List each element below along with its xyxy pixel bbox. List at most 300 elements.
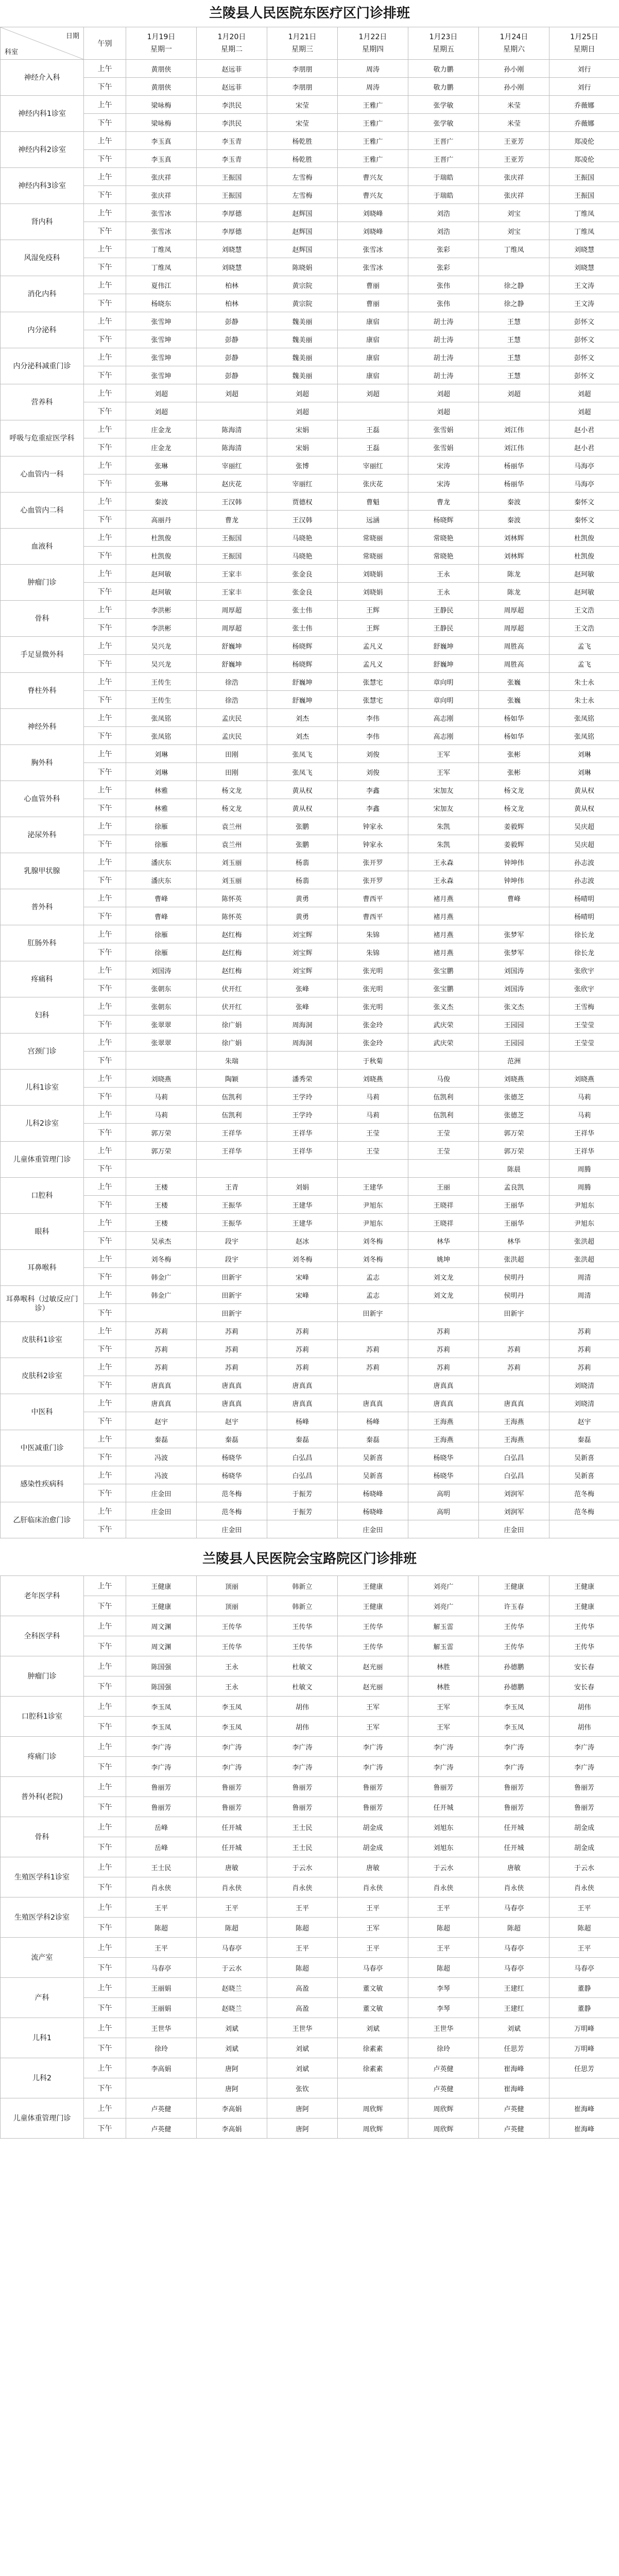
period-cell: 下午 (84, 1958, 126, 1978)
doctor-cell: 张巍 (479, 691, 549, 709)
doctor-cell: 赵珂敏 (549, 583, 619, 601)
period-cell: 上午 (84, 2058, 126, 2078)
doctor-cell: 张凤铭 (126, 709, 197, 727)
doctor-cell: 宰丽红 (267, 474, 338, 493)
doctor-cell: 唐真真 (267, 1376, 338, 1394)
doctor-cell (197, 402, 267, 420)
period-cell: 下午 (84, 1088, 126, 1106)
doctor-cell: 陈海清 (197, 438, 267, 456)
table-row (1, 186, 619, 204)
dept-name: 儿童体重管理门诊 (1, 2098, 84, 2139)
doctor-cell: 孙小刚 (479, 78, 549, 96)
doctor-cell: 张伟 (408, 276, 479, 294)
doctor-cell: 王传华 (338, 1616, 408, 1636)
table-row (1, 1697, 619, 1717)
doctor-cell: 张庆花 (338, 474, 408, 493)
doctor-cell: 常晓艳 (408, 529, 479, 547)
table-row (1, 1998, 619, 2018)
date-header (197, 27, 267, 60)
period-cell: 上午 (84, 204, 126, 222)
doctor-cell: 孟良凯 (479, 1178, 549, 1196)
period-cell: 上午 (84, 1178, 126, 1196)
table-row (1, 1757, 619, 1777)
doctor-cell: 黄从权 (267, 781, 338, 799)
doctor-cell: 吴新喜 (549, 1448, 619, 1466)
period-cell: 下午 (84, 619, 126, 637)
doctor-cell: 马俊 (408, 1070, 479, 1088)
doctor-cell: 孟庆民 (197, 727, 267, 745)
dept-name: 乳腺甲状腺 (1, 853, 84, 889)
doctor-cell: 张凤飞 (267, 745, 338, 763)
doctor-cell: 王传生 (126, 673, 197, 691)
doctor-cell: 张欣宇 (549, 979, 619, 997)
period-cell: 下午 (84, 294, 126, 312)
doctor-cell: 李洪彬 (126, 619, 197, 637)
doctor-cell: 张彬 (479, 763, 549, 781)
doctor-cell: 王静民 (408, 601, 479, 619)
doctor-cell: 王建华 (267, 1214, 338, 1232)
doctor-cell: 唐敏 (479, 1857, 549, 1877)
doctor-cell: 米莹 (479, 114, 549, 132)
doctor-cell: 刘行 (549, 78, 619, 96)
doctor-cell: 伍凯利 (197, 1088, 267, 1106)
doctor-cell: 刘超 (126, 384, 197, 402)
dept-name: 内分泌科减重门诊 (1, 348, 84, 384)
doctor-cell: 郑凌伦 (549, 132, 619, 150)
doctor-cell: 杨乾胜 (267, 132, 338, 150)
doctor-cell: 赵辉国 (267, 240, 338, 258)
doctor-cell: 王传华 (267, 1616, 338, 1636)
doctor-cell: 王传华 (197, 1616, 267, 1636)
doctor-cell: 舒巍坤 (408, 637, 479, 655)
period-cell: 下午 (84, 438, 126, 456)
doctor-cell: 王祥华 (267, 1142, 338, 1160)
doctor-cell: 王园园 (479, 1033, 549, 1052)
doctor-cell: 王雪梅 (549, 997, 619, 1015)
doctor-cell: 尹旭东 (549, 1214, 619, 1232)
doctor-cell: 王磊 (338, 420, 408, 438)
table-row (1, 997, 619, 1015)
doctor-cell (267, 1520, 338, 1538)
doctor-cell: 张庆祥 (126, 186, 197, 204)
doctor-cell: 黄从权 (549, 781, 619, 799)
doctor-cell: 杨晴明 (549, 889, 619, 907)
doctor-cell: 刘宝辉 (267, 961, 338, 979)
doctor-cell: 李广涛 (479, 1757, 549, 1777)
period-cell: 上午 (84, 1777, 126, 1797)
dept-name: 内分泌科 (1, 312, 84, 348)
doctor-cell: 董静 (549, 1978, 619, 1998)
table-row (1, 330, 619, 348)
doctor-cell: 卢英健 (479, 2098, 549, 2119)
doctor-cell: 张欣宇 (549, 961, 619, 979)
period-cell: 下午 (84, 2038, 126, 2058)
doctor-cell: 唐真真 (126, 1376, 197, 1394)
doctor-cell: 赵辉国 (267, 222, 338, 240)
doctor-cell: 李琴 (408, 1978, 479, 1998)
dept-name: 消化内科 (1, 276, 84, 312)
period-cell: 下午 (84, 1520, 126, 1538)
dept-name: 耳鼻喉科 (1, 1250, 84, 1286)
doctor-cell: 赵小君 (549, 438, 619, 456)
doctor-cell: 周文渊 (126, 1636, 197, 1656)
dept-name: 神经内科3诊室 (1, 168, 84, 204)
table-row (1, 96, 619, 114)
doctor-cell: 张光明 (338, 997, 408, 1015)
doctor-cell: 杜凯俊 (549, 547, 619, 565)
table-row (1, 1520, 619, 1538)
doctor-cell: 吴兴龙 (126, 637, 197, 655)
doctor-cell: 刘超 (408, 384, 479, 402)
doctor-cell: 赵晓兰 (197, 1978, 267, 1998)
doctor-cell: 林华 (479, 1232, 549, 1250)
doctor-cell: 刘润军 (479, 1502, 549, 1520)
doctor-cell: 林华 (408, 1232, 479, 1250)
doctor-cell: 刘超 (479, 384, 549, 402)
doctor-cell: 顶丽 (197, 1576, 267, 1596)
period-cell: 上午 (84, 348, 126, 366)
doctor-cell: 徐雁 (126, 925, 197, 943)
doctor-cell: 王世华 (408, 2018, 479, 2038)
period-cell: 上午 (84, 312, 126, 330)
doctor-cell: 宋峰 (267, 1268, 338, 1286)
period-cell: 下午 (84, 1757, 126, 1777)
doctor-cell: 高盈 (267, 1998, 338, 2018)
period-cell: 下午 (84, 222, 126, 240)
doctor-cell: 王辉 (338, 601, 408, 619)
dept-name: 骨科 (1, 601, 84, 637)
doctor-cell: 高志刚 (408, 727, 479, 745)
doctor-cell: 唐敏 (338, 1857, 408, 1877)
doctor-cell: 苏莉 (267, 1340, 338, 1358)
doctor-cell: 王莹 (338, 1142, 408, 1160)
doctor-cell: 杨晓峰 (338, 1502, 408, 1520)
doctor-cell: 刘超 (197, 384, 267, 402)
dept-name: 呼吸与危重症医学科 (1, 420, 84, 456)
doctor-cell: 杨晴明 (549, 907, 619, 925)
doctor-cell: 高志刚 (408, 709, 479, 727)
doctor-cell: 黄宗院 (267, 276, 338, 294)
doctor-cell: 白弘昌 (479, 1448, 549, 1466)
table-row (1, 1394, 619, 1412)
table-row (1, 511, 619, 529)
table-row (1, 474, 619, 493)
doctor-cell: 李高娟 (197, 2098, 267, 2119)
weekday-text: 星期三 (291, 45, 313, 54)
period-cell: 上午 (84, 1286, 126, 1304)
doctor-cell: 黄勇 (267, 907, 338, 925)
doctor-cell: 王传华 (479, 1616, 549, 1636)
doctor-cell: 刘娟 (267, 1178, 338, 1196)
doctor-cell: 王楼 (126, 1196, 197, 1214)
table-row (1, 1196, 619, 1214)
table-row (1, 1052, 619, 1070)
doctor-cell: 苏莉 (338, 1358, 408, 1376)
doctor-cell: 吴新喜 (338, 1466, 408, 1484)
doctor-cell: 杨翡 (267, 871, 338, 889)
doctor-cell: 武庆荣 (408, 1033, 479, 1052)
doctor-cell: 苏莉 (126, 1340, 197, 1358)
doctor-cell: 庄金田 (479, 1520, 549, 1538)
doctor-cell: 庄金田 (126, 1502, 197, 1520)
doctor-cell: 王健康 (479, 1576, 549, 1596)
doctor-cell: 王平 (197, 1897, 267, 1918)
period-cell: 上午 (84, 961, 126, 979)
doctor-cell: 苏莉 (408, 1340, 479, 1358)
doctor-cell (408, 1052, 479, 1070)
doctor-cell: 周腾 (549, 1160, 619, 1178)
doctor-cell: 朱凯 (408, 835, 479, 853)
doctor-cell: 王军 (408, 1697, 479, 1717)
doctor-cell: 王军 (338, 1697, 408, 1717)
doctor-cell: 杨丽华 (479, 474, 549, 493)
doctor-cell (126, 2078, 197, 2098)
table-row (1, 348, 619, 366)
doctor-cell: 彭怀文 (549, 366, 619, 384)
period-cell: 上午 (84, 1897, 126, 1918)
doctor-cell: 赵宇 (549, 1412, 619, 1430)
doctor-cell: 王士民 (267, 1837, 338, 1857)
doctor-cell: 马莉 (549, 1106, 619, 1124)
table-row (1, 2098, 619, 2119)
doctor-cell: 秦波 (126, 493, 197, 511)
doctor-cell: 曹峰 (126, 889, 197, 907)
doctor-cell: 马春亭 (479, 1938, 549, 1958)
date-text: 1月22日 (358, 33, 387, 41)
doctor-cell: 李洪民 (197, 96, 267, 114)
table-row (1, 1376, 619, 1394)
table-row (1, 1412, 619, 1430)
doctor-cell: 马晓艳 (267, 547, 338, 565)
doctor-cell: 张雪冰 (338, 240, 408, 258)
doctor-cell: 白弘昌 (479, 1466, 549, 1484)
doctor-cell: 刘宝辉 (267, 943, 338, 961)
doctor-cell: 苏莉 (197, 1340, 267, 1358)
doctor-cell: 王建华 (267, 1196, 338, 1214)
period-cell: 下午 (84, 1998, 126, 2018)
table-row (1, 78, 619, 96)
doctor-cell: 李玉真 (126, 132, 197, 150)
table-row (1, 835, 619, 853)
doctor-cell: 朱士永 (549, 691, 619, 709)
period-cell: 下午 (84, 511, 126, 529)
doctor-cell: 吴新喜 (338, 1448, 408, 1466)
period-cell: 下午 (84, 150, 126, 168)
doctor-cell: 赵光丽 (338, 1656, 408, 1676)
dept-name: 中医科 (1, 1394, 84, 1430)
doctor-cell: 于云水 (408, 1857, 479, 1877)
doctor-cell: 唐真真 (338, 1394, 408, 1412)
period-cell: 下午 (84, 186, 126, 204)
doctor-cell: 刘浩 (408, 222, 479, 240)
table-row (1, 1837, 619, 1857)
doctor-cell: 刘林辉 (479, 529, 549, 547)
doctor-cell: 徐玲 (126, 2038, 197, 2058)
doctor-cell: 唐阿 (267, 2098, 338, 2119)
period-cell: 上午 (84, 1656, 126, 1676)
doctor-cell: 王永 (408, 583, 479, 601)
dept-name: 皮肤科2诊室 (1, 1358, 84, 1394)
doctor-cell: 杨如华 (479, 727, 549, 745)
doctor-cell: 宋莹 (267, 96, 338, 114)
doctor-cell: 陈超 (267, 1958, 338, 1978)
doctor-cell: 陈怀英 (197, 889, 267, 907)
doctor-cell: 宋莹 (267, 114, 338, 132)
doctor-cell: 刘宝辉 (267, 925, 338, 943)
period-cell: 下午 (84, 691, 126, 709)
doctor-cell: 卢英健 (408, 2078, 479, 2098)
doctor-cell: 魏美丽 (267, 312, 338, 330)
period-cell: 上午 (84, 817, 126, 835)
doctor-cell: 侯明丹 (479, 1286, 549, 1304)
period-cell: 上午 (84, 60, 126, 78)
doctor-cell: 张洪超 (549, 1232, 619, 1250)
doctor-cell: 王晋广 (408, 132, 479, 150)
doctor-cell: 高盈 (267, 1978, 338, 1998)
doctor-cell: 徐之静 (479, 294, 549, 312)
doctor-cell: 张翠翠 (126, 1033, 197, 1052)
doctor-cell: 田新宇 (197, 1268, 267, 1286)
doctor-cell: 赵宇 (126, 1412, 197, 1430)
period-cell: 上午 (84, 1616, 126, 1636)
doctor-cell: 周厚超 (197, 601, 267, 619)
doctor-cell: 解玉雷 (408, 1616, 479, 1636)
doctor-cell: 曹兴友 (338, 186, 408, 204)
doctor-cell: 姜毅辉 (479, 835, 549, 853)
doctor-cell: 鲁丽芳 (197, 1777, 267, 1797)
dept-name: 风湿免疫科 (1, 240, 84, 276)
doctor-cell: 张慧宅 (338, 691, 408, 709)
doctor-cell: 姚坤 (408, 1250, 479, 1268)
doctor-cell: 张雪坤 (126, 312, 197, 330)
doctor-cell (126, 1520, 197, 1538)
doctor-cell: 王士民 (126, 1857, 197, 1877)
doctor-cell: 苏莉 (197, 1358, 267, 1376)
doctor-cell: 彭静 (197, 348, 267, 366)
doctor-cell: 曹西平 (338, 889, 408, 907)
doctor-cell: 康宿 (338, 366, 408, 384)
doctor-cell: 吴庆超 (549, 817, 619, 835)
period-cell: 下午 (84, 799, 126, 817)
doctor-cell: 舒巍坤 (197, 655, 267, 673)
table-row (1, 1958, 619, 1978)
doctor-cell: 李高娟 (126, 2058, 197, 2078)
period-cell: 上午 (84, 529, 126, 547)
dept-name: 口腔科 (1, 1178, 84, 1214)
table-row (1, 1033, 619, 1052)
dept-name: 宫颈门诊 (1, 1033, 84, 1070)
doctor-cell: 李厚德 (197, 204, 267, 222)
doctor-cell: 马海亭 (549, 474, 619, 493)
doctor-cell: 周欣辉 (408, 2119, 479, 2139)
period-cell: 下午 (84, 1596, 126, 1616)
date-text: 1月25日 (570, 33, 598, 41)
doctor-cell: 刘晓峰 (338, 222, 408, 240)
doctor-cell: 褚月燕 (408, 907, 479, 925)
doctor-cell: 宋加友 (408, 799, 479, 817)
doctor-cell: 潘庆东 (126, 853, 197, 871)
doctor-cell: 刘冬梅 (338, 1232, 408, 1250)
table-row (1, 745, 619, 763)
table-row (1, 1304, 619, 1322)
header-corner (1, 27, 84, 60)
doctor-cell: 王丽华 (479, 1196, 549, 1214)
doctor-cell: 高明 (408, 1484, 479, 1502)
doctor-cell: 刘杰 (267, 727, 338, 745)
doctor-cell: 王传华 (549, 1616, 619, 1636)
doctor-cell: 王磊 (338, 438, 408, 456)
doctor-cell: 任开城 (479, 1817, 549, 1837)
doctor-cell: 唐真真 (267, 1394, 338, 1412)
doctor-cell: 丁维凤 (126, 258, 197, 276)
period-cell: 下午 (84, 402, 126, 420)
doctor-cell: 陶颖 (197, 1070, 267, 1088)
doctor-cell: 林雅 (126, 781, 197, 799)
table-row (1, 1250, 619, 1268)
table-row (1, 1466, 619, 1484)
doctor-cell: 王健康 (126, 1576, 197, 1596)
dept-name: 神经介入科 (1, 60, 84, 96)
table-row (1, 456, 619, 474)
period-cell: 上午 (84, 1033, 126, 1052)
doctor-cell: 陈超 (408, 1918, 479, 1938)
doctor-cell: 侯明丹 (479, 1268, 549, 1286)
doctor-cell: 杨晓华 (197, 1448, 267, 1466)
doctor-cell: 常晓丽 (338, 529, 408, 547)
doctor-cell: 冯波 (126, 1448, 197, 1466)
doctor-cell: 徐浩 (197, 673, 267, 691)
doctor-cell: 宋加友 (408, 781, 479, 799)
doctor-cell: 王健康 (549, 1576, 619, 1596)
table-row (1, 150, 619, 168)
doctor-cell: 李广涛 (197, 1737, 267, 1757)
table-row (1, 1857, 619, 1877)
doctor-cell: 李玉真 (126, 150, 197, 168)
table-row (1, 583, 619, 601)
doctor-cell: 胡伟 (267, 1717, 338, 1737)
period-cell: 上午 (84, 384, 126, 402)
doctor-cell: 刘晓慧 (549, 240, 619, 258)
doctor-cell: 陈超 (479, 1918, 549, 1938)
doctor-cell: 庄金田 (197, 1520, 267, 1538)
doctor-cell: 王海燕 (479, 1412, 549, 1430)
doctor-cell: 苏莉 (408, 1322, 479, 1340)
schedule-title-huibao: 兰陵县人民医院会宝路院区门诊排班 (202, 1551, 417, 1567)
table-row (1, 2038, 619, 2058)
doctor-cell: 田新宇 (479, 1304, 549, 1322)
period-cell: 下午 (84, 1412, 126, 1430)
doctor-cell: 王家丰 (197, 565, 267, 583)
doctor-cell: 刘斌 (338, 2018, 408, 2038)
period-cell: 下午 (84, 474, 126, 493)
doctor-cell: 张雪坤 (126, 348, 197, 366)
table-row (1, 691, 619, 709)
period-cell: 下午 (84, 655, 126, 673)
doctor-cell: 王祥华 (267, 1124, 338, 1142)
doctor-cell: 白弘昌 (267, 1448, 338, 1466)
table-row (1, 1938, 619, 1958)
doctor-cell (479, 907, 549, 925)
doctor-cell: 刘旭东 (408, 1817, 479, 1837)
doctor-cell: 刘国涛 (479, 961, 549, 979)
doctor-cell: 高丽丹 (126, 511, 197, 529)
doctor-cell: 张彩 (408, 258, 479, 276)
dept-name: 肛肠外科 (1, 925, 84, 961)
doctor-cell: 张光明 (338, 961, 408, 979)
doctor-cell: 王莹 (408, 1142, 479, 1160)
doctor-cell: 张琳 (126, 474, 197, 493)
doctor-cell: 刘晓娟 (338, 583, 408, 601)
